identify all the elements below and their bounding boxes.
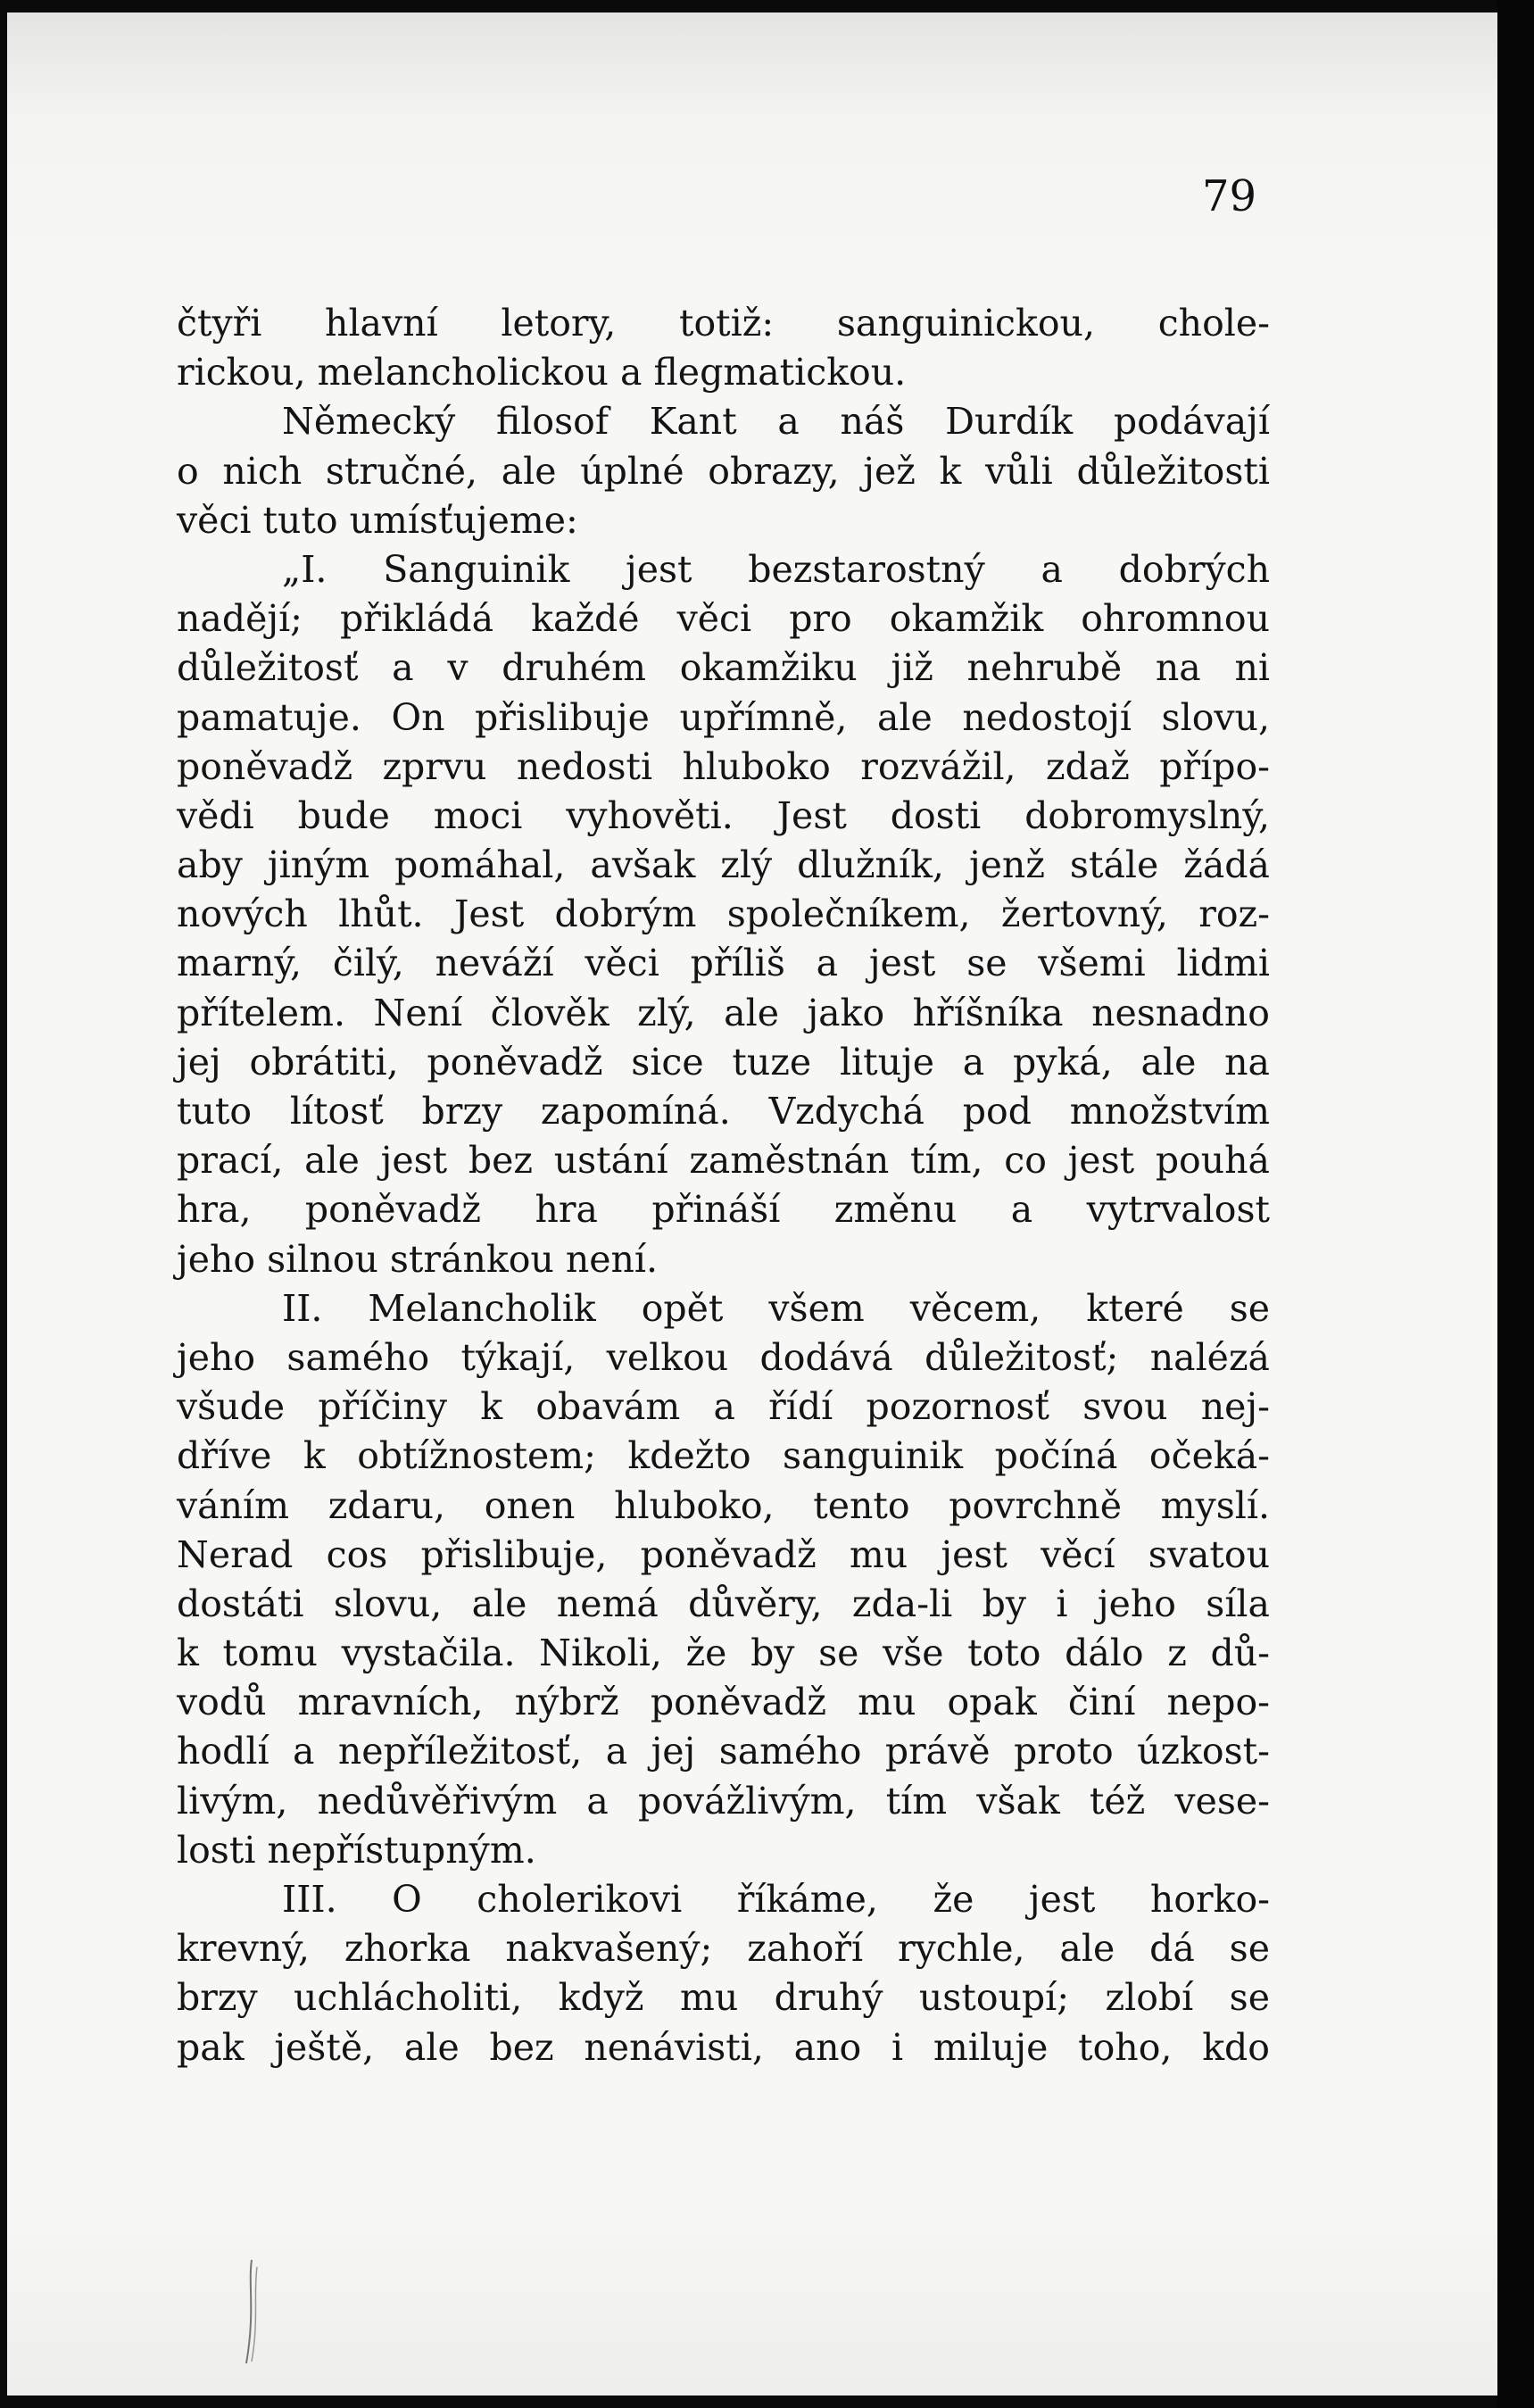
text-line: livým, nedůvěřivým a povážlivým, tím však též vese- — [177, 1779, 1270, 1823]
text-line: prací, ale jest bez ustání zaměstnán tím, co jest pouhá — [177, 1139, 1270, 1183]
text-line: dříve k obtížnostem; kdežto sanguinik počíná očeká- — [177, 1434, 1270, 1478]
text-line: nových lhůt. Jest dobrým společníkem, žertovný, roz- — [177, 893, 1270, 936]
text-line: aby jiným pomáhal, avšak zlý dlužník, jenž stále žádá — [177, 843, 1270, 887]
text-line: brzy uchlácholiti, když mu druhý ustoupí; zlobí se — [177, 1976, 1270, 2020]
text-line: tuto lítosť brzy zapomíná. Vzdychá pod množstvím — [177, 1090, 1270, 1133]
text-line: losti nepřístupným. — [177, 1828, 536, 1872]
text-line: pak ještě, ale bez nenávisti, ano i miluje toho, kdo — [177, 2025, 1270, 2069]
text-line: váním zdaru, onen hluboko, tento povrchně myslí. — [177, 1483, 1270, 1527]
text-line: krevný, zhorka nakvašený; zahoří rychle, ale dá se — [177, 1927, 1270, 1971]
text-line: přítelem. Není člověk zlý, ale jako hříšníka nesnadno — [177, 991, 1270, 1034]
text-line: dostáti slovu, ale nemá důvěry, zda-li by i jeho síla — [177, 1582, 1270, 1625]
text-line: hra, poněvadž hra přináší změnu a vytrvalost — [177, 1188, 1270, 1232]
text-line: všude příčiny k obavám a řídí pozornosť svou nej- — [177, 1385, 1270, 1429]
scan-edge — [1497, 0, 1534, 2408]
text-line: pamatuje. On přislibuje upřímně, ale nedostojí slovu, — [177, 695, 1270, 739]
text-line: III. O cholerikovi říkáme, že jest horko- — [282, 1878, 1270, 1921]
text-line: hodlí a nepříležitosť, a jej samého právě proto úzkost- — [177, 1730, 1270, 1773]
text-line: jeho silnou stránkou není. — [177, 1237, 659, 1281]
text-line: rickou, melancholickou a flegmatickou. — [177, 351, 907, 394]
text-line: vodů mravních, nýbrž poněvadž mu opak činí nepo- — [177, 1681, 1270, 1724]
text-line: Německý filosof Kant a náš Durdík podávají — [282, 400, 1270, 444]
page-number: 79 — [1202, 171, 1257, 221]
text-line: nadějí; přikládá každé věci pro okamžik ohromnou — [177, 597, 1270, 641]
text-line: vědi bude moci vyhověti. Jest dosti dobromyslný, — [177, 793, 1270, 837]
body-text — [177, 299, 1270, 2072]
text-line: věci tuto umísťujeme: — [177, 498, 578, 542]
text-line: důležitosť a v druhém okamžiku již nehrubě na ni — [177, 646, 1270, 690]
text-line: poněvadž zprvu nedosti hluboko rozvážil, zdaž přípo- — [177, 744, 1270, 788]
text-line: marný, čilý, neváží věci příliš a jest se všemi lidmi — [177, 942, 1270, 985]
text-line: jeho samého týkají, velkou dodává důležitosť; nalézá — [177, 1335, 1270, 1379]
pencil-mark — [239, 2258, 266, 2365]
text-line: o nich stručné, ale úplné obrazy, jež k vůli důležitosti — [177, 449, 1270, 493]
text-line: II. Melancholik opět všem věcem, které se — [282, 1286, 1270, 1330]
text-line: Nerad cos přislibuje, poněvadž mu jest věcí svatou — [177, 1532, 1270, 1576]
text-line: jej obrátiti, poněvadž sice tuze lituje a pyká, ale na — [177, 1040, 1270, 1084]
text-line: čtyři hlavní letory, totiž: sanguinickou, chole- — [177, 302, 1270, 345]
text-line: k tomu vystačila. Nikoli, že by se vše toto dálo z dů- — [177, 1632, 1270, 1675]
text-line: „I. Sanguinik jest bezstarostný a dobrých — [282, 547, 1270, 591]
